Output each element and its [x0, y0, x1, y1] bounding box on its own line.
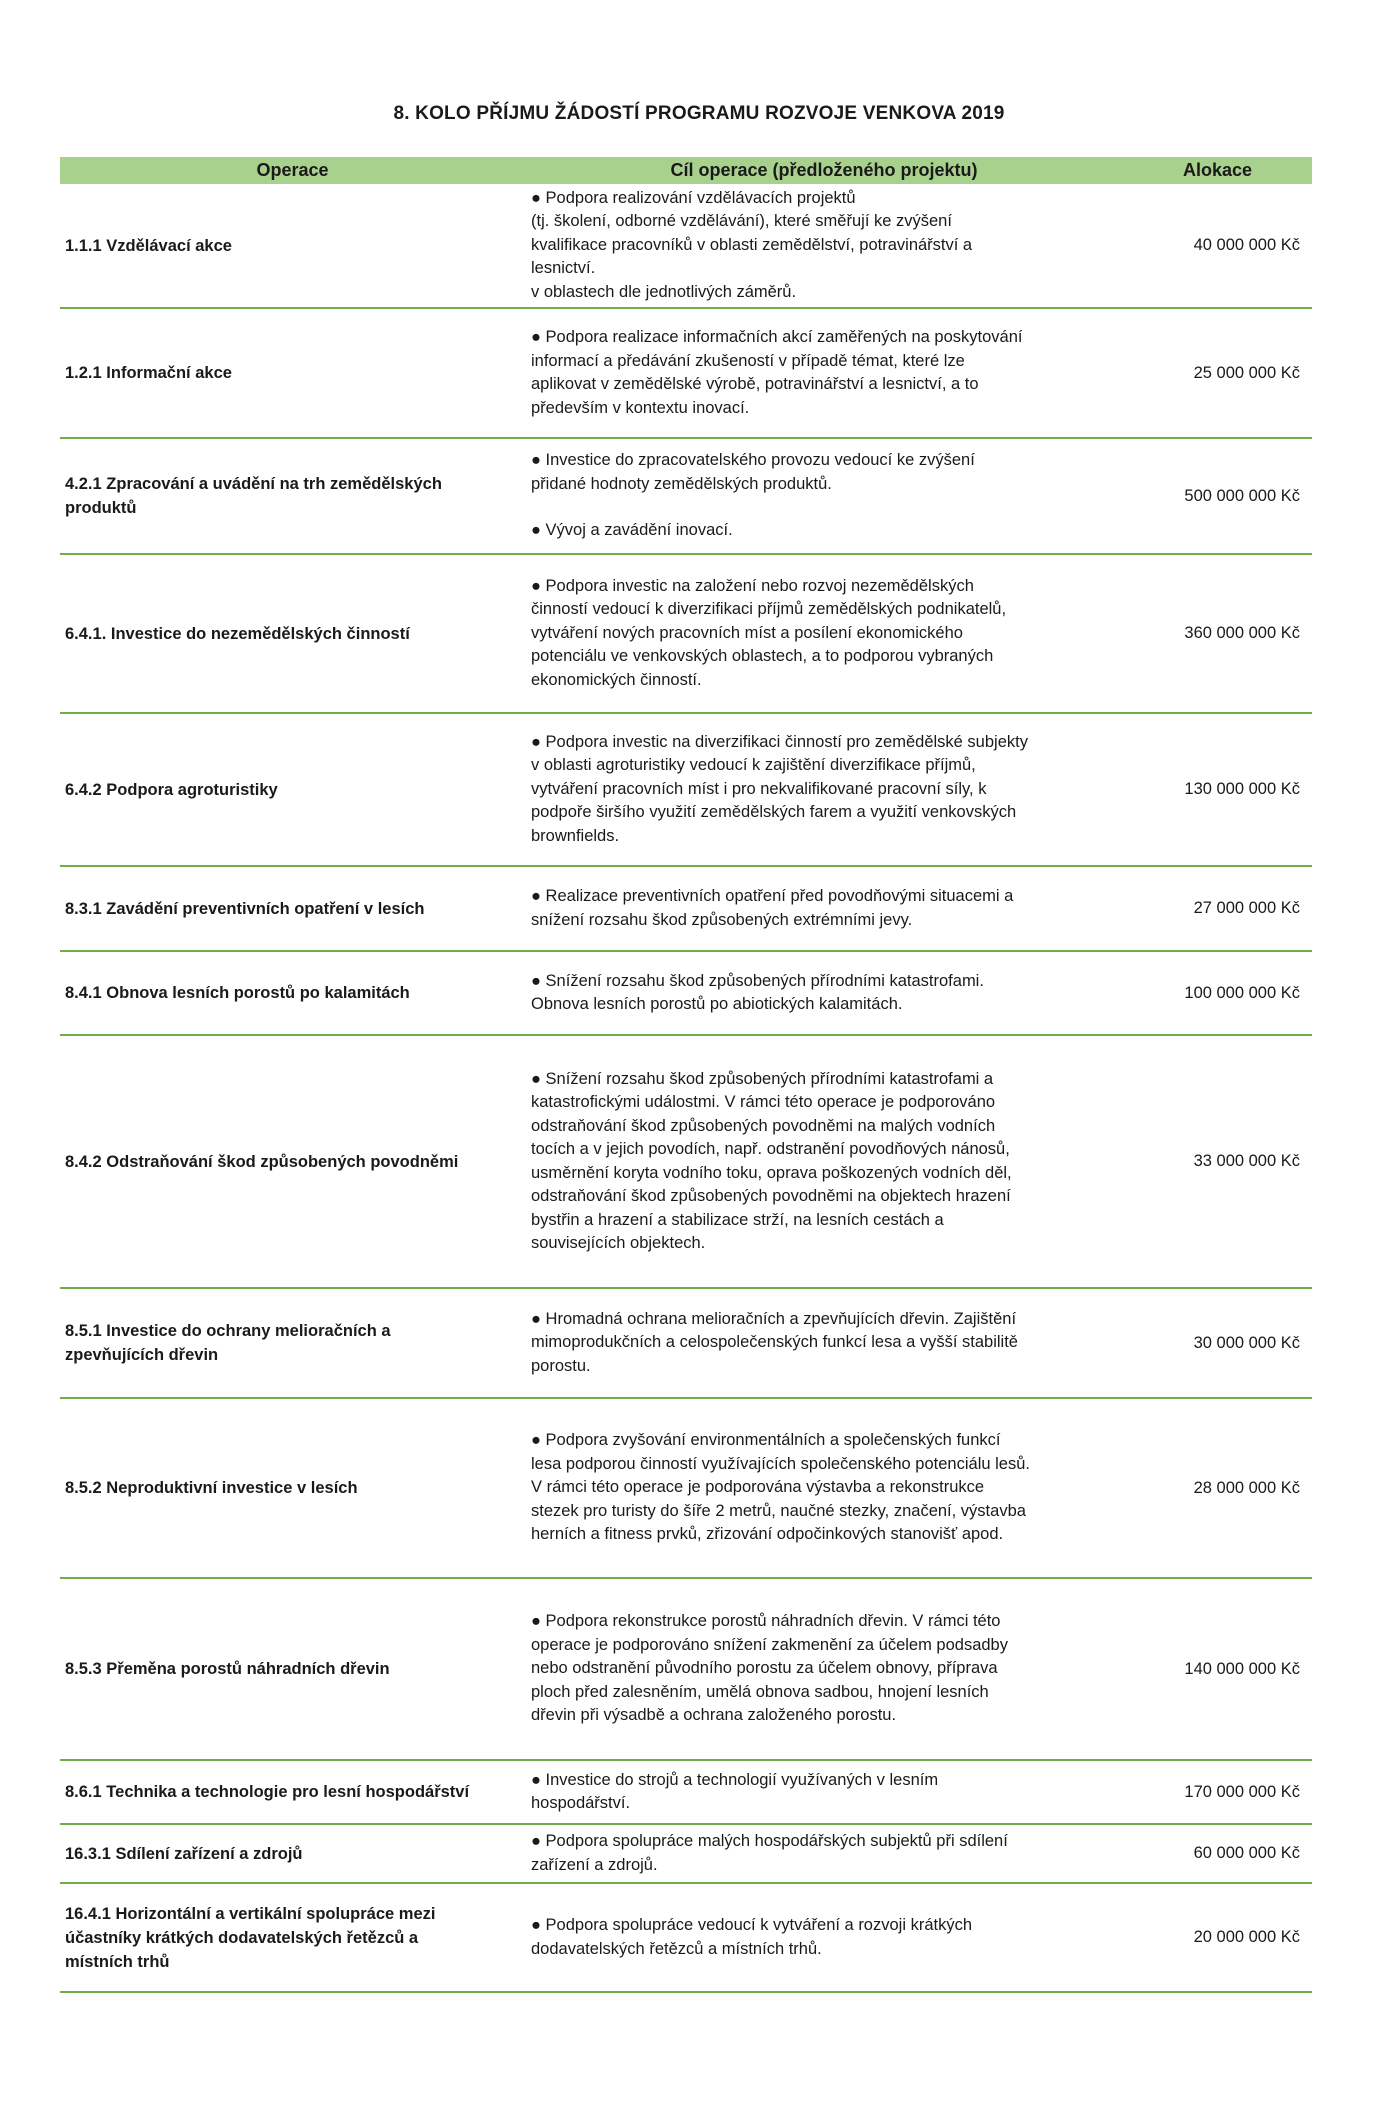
- table-row: [60, 554, 1312, 713]
- operation-goal-cell: [525, 866, 1123, 951]
- operation-name-cell: [60, 1578, 525, 1760]
- operation-goal-text: ● Podpora realizace informačních akcí zaměřených na poskytování informací a předávání zkušeností v případě témat, které lze aplikovat v zemědělské výrobě, potravinářství a lesnictví, a to především v kontextu inovací.: [531, 328, 1023, 417]
- header-alokace: Alokace: [1123, 157, 1312, 184]
- operation-name: 4.2.1 Zpracování a uvádění na trh zemědělských produktů: [65, 475, 442, 517]
- header-operace: Operace: [60, 157, 525, 184]
- operation-name: 8.4.1 Obnova lesních porostů po kalamitách: [65, 984, 410, 1002]
- operation-goal-cell: [525, 1883, 1123, 1992]
- operation-name: 6.4.1. Investice do nezemědělských činností: [65, 624, 410, 643]
- operation-goal-text: ● Podpora spolupráce vedoucí k vytváření a rozvoji krátkých dodavatelských řetězců a místních trhů.: [531, 1916, 973, 1958]
- table-body: [60, 184, 1312, 1992]
- operation-goal-cell: [525, 1824, 1123, 1883]
- table-row: [60, 308, 1312, 438]
- operation-name-cell: [60, 1035, 525, 1288]
- table-row: [60, 1398, 1312, 1578]
- table-row: [60, 713, 1312, 866]
- operation-name: 1.2.1 Informační akce: [65, 364, 232, 382]
- operation-goal-cell: [525, 951, 1123, 1035]
- allocation-amount: 170 000 000 Kč: [1123, 1760, 1312, 1824]
- operation-goal-text: ● Podpora rekonstrukce porostů náhradních dřevin. V rámci této operace je podporováno snížení zakmenění za účelem podsadby nebo odstranění původního porostu za účelem obnovy, příprava ploch před zalesněním, umělá obnova sadbou, hnojení lesních dřevin při výsadbě a ochrana založeného porostu.: [531, 1612, 1008, 1725]
- operation-name-cell: [60, 951, 525, 1035]
- operation-name-cell: [60, 1824, 525, 1883]
- operation-name-cell: [60, 554, 525, 713]
- operation-name: 8.6.1 Technika a technologie pro lesní hospodářství: [65, 1783, 470, 1801]
- operation-name-cell: [60, 438, 525, 554]
- operation-goal-cell: [525, 184, 1123, 308]
- table-row: [60, 1288, 1312, 1398]
- allocation-amount: 25 000 000 Kč: [1123, 308, 1312, 438]
- operation-name: 6.4.2 Podpora agroturistiky: [65, 780, 278, 799]
- operation-name: 8.5.3 Přeměna porostů náhradních dřevin: [65, 1660, 390, 1678]
- table-row: [60, 1824, 1312, 1883]
- operation-goal-text: ● Podpora realizování vzdělávacích projektů (tj. školení, odborné vzdělávání), které směřují ke zvýšení kvalifikace pracovníků v oblasti zemědělství, potravinářství a lesnictví. v oblastech dle jednotlivých záměrů.: [531, 188, 973, 301]
- operation-goal-text: ● Snížení rozsahu škod způsobených přírodními katastrofami. Obnova lesních porostů po abiotických kalamitách.: [531, 971, 984, 1013]
- operation-goal-cell: [525, 1760, 1123, 1824]
- allocation-amount: 33 000 000 Kč: [1123, 1035, 1312, 1288]
- allocation-amount: 28 000 000 Kč: [1123, 1398, 1312, 1578]
- operation-name-cell: [60, 713, 525, 866]
- allocation-amount: 20 000 000 Kč: [1123, 1883, 1312, 1992]
- allocation-amount: 27 000 000 Kč: [1123, 866, 1312, 951]
- table-row: [60, 1760, 1312, 1824]
- operation-goal-text: ● Podpora zvyšování environmentálních a společenských funkcí lesa podporou činností využívajících společenského potenciálu lesů. V rámci této operace je podporována výstavba a rekonstrukce stezek pro turisty do šíře 2 metrů, naučné stezky, značení, výstavba herních a fitness prvků, zřizování odpočinkových stanovišť apod.: [531, 1431, 1030, 1544]
- operation-name-cell: [60, 1398, 525, 1578]
- table-row: [60, 1883, 1312, 1992]
- operation-name-cell: [60, 1288, 525, 1398]
- operation-goal-cell: [525, 308, 1123, 438]
- header-cil: Cíl operace (předloženého projektu): [525, 157, 1123, 184]
- operation-goal-text: ● Vývoj a zavádění inovací.: [531, 521, 733, 540]
- operation-name-cell: [60, 866, 525, 951]
- operation-goal-cell: [525, 438, 1123, 554]
- operations-table: [60, 157, 1312, 1993]
- operation-name-cell: [60, 1760, 525, 1824]
- table-row: [60, 866, 1312, 951]
- allocation-amount: 60 000 000 Kč: [1123, 1824, 1312, 1883]
- operation-goal-cell: [525, 1288, 1123, 1398]
- operation-goal-text: ● Realizace preventivních opatření před povodňovými situacemi a snížení rozsahu škod způsobených extrémními jevy.: [531, 887, 1014, 929]
- operation-name: 1.1.1 Vzdělávací akce: [65, 236, 232, 255]
- table-row: [60, 951, 1312, 1035]
- operation-goal-cell: [525, 713, 1123, 866]
- operation-goal-text: ● Podpora spolupráce malých hospodářských subjektů při sdílení zařízení a zdrojů.: [531, 1832, 1008, 1874]
- table-row: [60, 1035, 1312, 1288]
- operation-goal-cell: [525, 1035, 1123, 1288]
- operation-name: 8.3.1 Zavádění preventivních opatření v lesích: [65, 899, 425, 918]
- operation-name-cell: [60, 184, 525, 308]
- operation-name: 16.3.1 Sdílení zařízení a zdrojů: [65, 1844, 303, 1863]
- allocation-amount: 100 000 000 Kč: [1123, 951, 1312, 1035]
- operation-goal-cell: [525, 554, 1123, 713]
- operation-goal-cell: [525, 1398, 1123, 1578]
- operation-name-cell: [60, 1883, 525, 1992]
- table-row: [60, 184, 1312, 308]
- table-row: [60, 1578, 1312, 1760]
- operation-goal-text: ● Podpora investic na založení nebo rozvoj nezemědělských činností vedoucí k diverzifikaci příjmů zemědělských podnikatelů, vytváření nových pracovních míst a posílení ekonomického potenciálu ve venkovských oblastech, a to podporou vybraných ekonomických činností.: [531, 576, 1007, 689]
- allocation-amount: 140 000 000 Kč: [1123, 1578, 1312, 1760]
- operation-name: 8.4.2 Odstraňování škod způsobených povodněmi: [65, 1152, 459, 1171]
- operation-name-cell: [60, 308, 525, 438]
- operation-goal-text: ● Hromadná ochrana melioračních a zpevňujících dřevin. Zajištění mimoprodukčních a celospolečenských funkcí lesa a vyšší stabilitě porostu.: [531, 1309, 1018, 1375]
- allocation-amount: 40 000 000 Kč: [1123, 184, 1312, 308]
- allocation-amount: 360 000 000 Kč: [1123, 554, 1312, 713]
- document-title: 8. KOLO PŘÍJMU ŽÁDOSTÍ PROGRAMU ROZVOJE VENKOVA 2019: [393, 103, 1005, 124]
- operation-goal-text: ● Snížení rozsahu škod způsobených přírodními katastrofami a katastrofickými událostmi. V rámci této operace je podporováno odstraňování škod způsobených povodněmi na malých vodních tocích a v jejich povodích, např. odstranění povodňových nánosů, usměrnění koryta vodního toku, oprava poškozených vodních děl, odstraňování škod způsobených povodněmi na objektech hrazení bystřin a hrazení a stabilizace strží, na lesních cestách a souvisejících objektech.: [531, 1069, 1012, 1252]
- operation-name: 16.4.1 Horizontální a vertikální spolupráce mezi účastníky krátkých dodavatelských řetězců a místních trhů: [65, 1904, 436, 1971]
- operation-name: 8.5.2 Neproduktivní investice v lesích: [65, 1479, 358, 1497]
- allocation-amount: 500 000 000 Kč: [1123, 438, 1312, 554]
- operation-goal-text: ● Investice do zpracovatelského provozu vedoucí ke zvýšení přidané hodnoty zemědělských produktů.: [531, 451, 975, 493]
- allocation-amount: 130 000 000 Kč: [1123, 713, 1312, 866]
- operation-goal-text: ● Investice do strojů a technologií využívaných v lesním hospodářství.: [531, 1770, 939, 1812]
- operation-goal-text: ● Podpora investic na diverzifikaci činností pro zemědělské subjekty v oblasti agroturistiky vedoucí k zajištění diverzifikace příjmů, vytváření pracovních míst i pro nekvalifikované pracovní síly, k podpoře širšího využití zemědělských farem a využití venkovských brownfields.: [531, 732, 1028, 845]
- allocation-amount: 30 000 000 Kč: [1123, 1288, 1312, 1398]
- table-header-row: [60, 157, 1312, 184]
- table-row: [60, 438, 1312, 554]
- operation-goal-cell: [525, 1578, 1123, 1760]
- operation-name: 8.5.1 Investice do ochrany melioračních a zpevňujících dřevin: [65, 1322, 391, 1364]
